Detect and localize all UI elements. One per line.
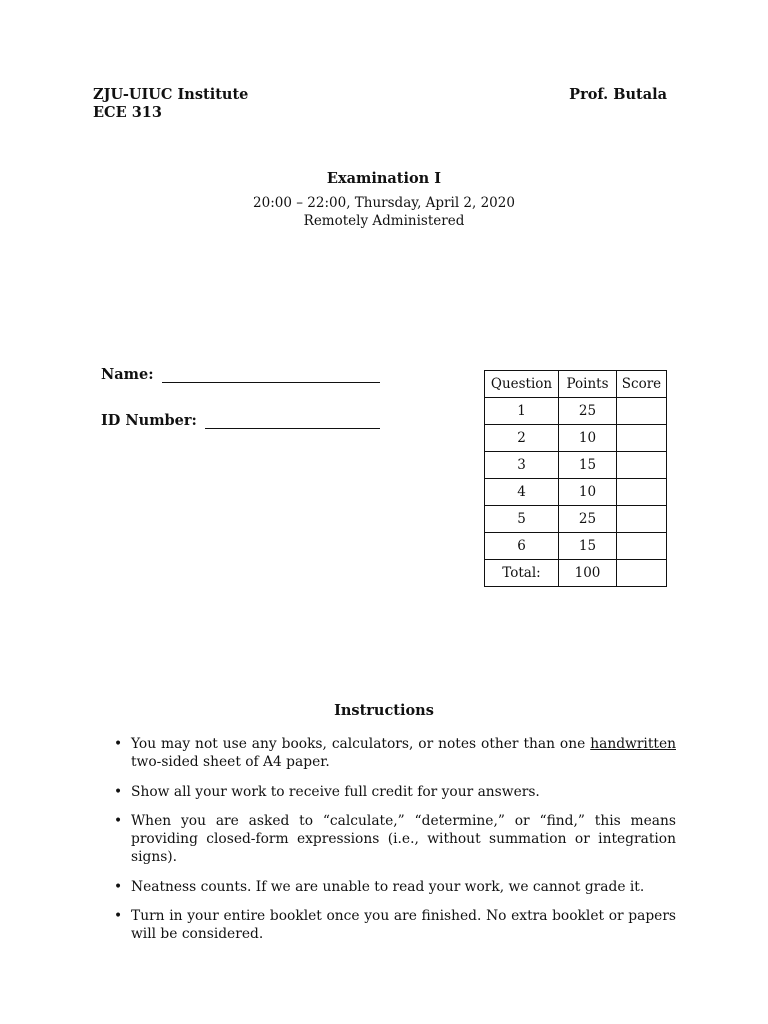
bullet-icon: • bbox=[114, 783, 123, 800]
column-header-points: Points bbox=[559, 371, 617, 398]
table-row bbox=[485, 479, 667, 506]
question-points: 10 bbox=[559, 425, 617, 452]
score-cell[interactable] bbox=[617, 533, 667, 560]
table-row bbox=[485, 452, 667, 479]
name-blank-line[interactable] bbox=[162, 366, 380, 383]
instruction-text: Turn in your entire booklet once you are finished. No extra booklet or papers will be considered. bbox=[131, 908, 676, 942]
list-item bbox=[114, 907, 676, 943]
total-label: Total: bbox=[485, 560, 559, 587]
score-cell[interactable] bbox=[617, 479, 667, 506]
course-header bbox=[93, 86, 248, 122]
institute-name: ZJU-UIUC Institute bbox=[93, 86, 249, 103]
score-cell[interactable] bbox=[617, 506, 667, 533]
instruction-text: two-sided sheet of A4 paper. bbox=[131, 754, 330, 770]
table-header-row bbox=[485, 371, 667, 398]
exam-datetime: 20:00 – 22:00, Thursday, April 2, 2020 bbox=[253, 195, 515, 211]
question-points: 25 bbox=[559, 398, 617, 425]
table-row bbox=[485, 506, 667, 533]
list-item bbox=[114, 812, 676, 866]
score-cell[interactable] bbox=[617, 425, 667, 452]
name-field bbox=[101, 366, 380, 383]
instruction-text: Neatness counts. If we are unable to read your work, we cannot grade it. bbox=[131, 878, 645, 895]
underlined-handwritten: handwritten bbox=[590, 736, 676, 752]
table-row bbox=[485, 398, 667, 425]
professor-name: Prof. Butala bbox=[569, 86, 667, 103]
bullet-icon: • bbox=[114, 736, 123, 752]
list-item bbox=[114, 735, 676, 771]
question-points: 15 bbox=[559, 533, 617, 560]
question-number: 3 bbox=[485, 452, 559, 479]
id-number-field bbox=[101, 412, 380, 429]
list-item bbox=[114, 783, 676, 801]
table-total-row bbox=[485, 560, 667, 587]
instruction-text: When you are asked to “calculate,” “determine,” or “find,” this means providing closed-form expressions (i.e., without summation or integration signs). bbox=[131, 813, 676, 865]
name-label: Name: bbox=[101, 366, 154, 383]
bullet-icon: • bbox=[114, 878, 123, 895]
table-row bbox=[485, 533, 667, 560]
bullet-icon: • bbox=[114, 908, 123, 924]
score-cell[interactable] bbox=[617, 398, 667, 425]
instructions-title: Instructions bbox=[334, 702, 434, 719]
question-number: 1 bbox=[485, 398, 559, 425]
list-item bbox=[114, 878, 676, 896]
column-header-score: Score bbox=[617, 371, 667, 398]
instructions-list bbox=[114, 735, 676, 955]
id-number-label: ID Number: bbox=[101, 412, 197, 429]
question-number: 6 bbox=[485, 533, 559, 560]
question-number: 5 bbox=[485, 506, 559, 533]
instruction-text: You may not use any books, calculators, or notes other than one bbox=[131, 736, 591, 752]
column-header-question: Question bbox=[485, 371, 559, 398]
exam-mode: Remotely Administered bbox=[303, 213, 465, 229]
instruction-text: Show all your work to receive full credit for your answers. bbox=[131, 783, 540, 800]
question-number: 2 bbox=[485, 425, 559, 452]
exam-title: Examination I bbox=[326, 170, 442, 187]
total-score-cell[interactable] bbox=[617, 560, 667, 587]
course-code: ECE 313 bbox=[93, 104, 162, 121]
total-points: 100 bbox=[559, 560, 617, 587]
score-cell[interactable] bbox=[617, 452, 667, 479]
question-points: 10 bbox=[559, 479, 617, 506]
question-number: 4 bbox=[485, 479, 559, 506]
id-number-blank-line[interactable] bbox=[205, 412, 380, 429]
table-row bbox=[485, 425, 667, 452]
question-points: 15 bbox=[559, 452, 617, 479]
score-table bbox=[484, 370, 667, 587]
question-points: 25 bbox=[559, 506, 617, 533]
bullet-icon: • bbox=[114, 813, 123, 829]
